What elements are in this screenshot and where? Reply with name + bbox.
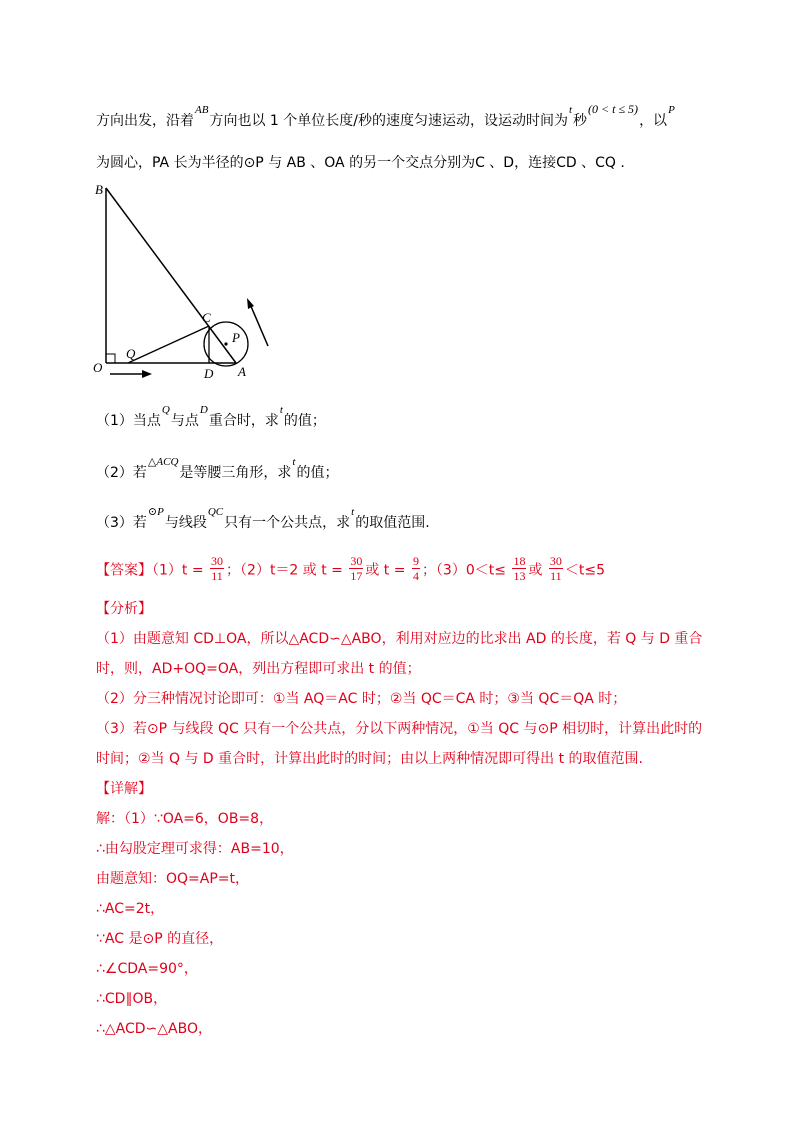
question-text: 的值； (296, 465, 339, 481)
question-text: 只有一个公共点，求 (224, 515, 351, 531)
label-c: C (202, 310, 211, 325)
intro-text: 秒 (573, 113, 588, 129)
question-symbol: ⊙P (147, 506, 164, 518)
center-p-dot (224, 342, 227, 345)
intro-text: ，以 (639, 113, 668, 129)
intro-text: 方向也以 1 个单位长度/秒的速度匀速运动，设运动时间为 (209, 113, 568, 129)
analysis-tag: 【分析】 (96, 601, 152, 617)
detail-line-3: 由题意知：OQ=AP=t， (96, 871, 250, 887)
right-angle-mark (106, 354, 115, 363)
question-text: （3）若 (96, 515, 147, 531)
answer-text: ；（2）t＝2 或 t = (226, 562, 343, 579)
question-text: 重合时，求 (208, 413, 279, 429)
label-d: D (204, 366, 214, 381)
answer-text: 或 (528, 562, 543, 579)
question-text: 的取值范围. (355, 515, 430, 531)
question-text: 的值； (283, 413, 326, 429)
label-o: O (93, 360, 103, 375)
question-2 (96, 456, 339, 482)
intro-line-2: 为圆心，PA 长为半径的⊙P 与 AB 、OA 的另一个交点分别为C 、D，连接CD 、CQ . (96, 155, 625, 171)
intro-range: (0 < t ≤ 5) (588, 102, 639, 116)
arrow-ab-head (247, 298, 254, 309)
analysis-line-3: （2）分三种情况讨论即可：①当 AQ＝AC 时；②当 QC＝CA 时；③当 QC＝QA 时； (96, 691, 627, 707)
intro-var-t: t (568, 104, 573, 116)
question-symbol: Q (161, 404, 170, 416)
answer-text: 或 t = (365, 562, 406, 579)
question-symbol: t (292, 456, 296, 468)
question-symbol: t (351, 506, 355, 518)
question-text: 与点 (170, 413, 199, 429)
intro-text: 方向出发，沿着 (96, 113, 194, 129)
question-symbol: QC (207, 506, 224, 518)
question-symbol: t (279, 404, 283, 416)
analysis-line-2: 时，则，AD+OQ=OA，列出方程即可求出 t 的值； (96, 661, 421, 677)
detail-line-8: ∴△ACD∽△ABO， (96, 1021, 213, 1037)
question-1 (96, 404, 326, 430)
question-3 (96, 506, 430, 532)
detail-line-1: 解：（1）∵OA=6，OB=8， (96, 811, 274, 827)
answer-text: ＜t≤5 (564, 562, 606, 579)
arrow-oa-head (142, 370, 152, 378)
question-text: （1）当点 (96, 413, 161, 429)
answer-fraction: $\frac{9}{4}$ (412, 554, 419, 583)
detail-line-7: ∴CD∥OB， (96, 991, 168, 1007)
answer-fraction: $\frac{30}{11}$ (211, 554, 224, 583)
answer-fraction: $\frac{18}{13}$ (513, 554, 526, 583)
question-text: （2）若 (96, 465, 147, 481)
intro-segment-ab: AB (195, 104, 209, 116)
question-symbol: D (199, 404, 208, 416)
label-b: B (95, 182, 103, 197)
answer-fraction: $\frac{30}{11}$ (549, 554, 562, 583)
detail-tag: 【详解】 (96, 781, 152, 797)
analysis-line-1: （1）由题意知 CD⊥OA，所以△ACD∽△ABO，利用对应边的比求出 AD 的长度，若 Q 与 D 重合 (96, 631, 703, 647)
answer-tag: 【答案】 (96, 562, 152, 579)
answer-fraction: $\frac{30}{17}$ (350, 554, 363, 583)
question-symbol: △ACQ (147, 456, 179, 468)
segment-qc (128, 326, 209, 363)
label-a: A (238, 364, 246, 379)
answer-text: （1）t = (152, 562, 204, 579)
intro-line-1 (96, 102, 676, 130)
label-q: Q (126, 346, 136, 361)
label-p: P (232, 330, 240, 345)
segment-ab (106, 188, 236, 363)
answer-text: ；（3）0＜t≤ (421, 562, 506, 579)
geometry-figure (90, 178, 290, 388)
detail-line-4: ∴AC=2t， (96, 901, 165, 917)
detail-line-5: ∵AC 是⊙P 的直径， (96, 931, 224, 947)
analysis-line-5: 时间；②当 Q 与 D 重合时，计算出此时的时间；由以上两种情况即可得出 t 的取值范围. (96, 751, 643, 767)
detail-line-2: ∴由勾股定理可求得：AB=10， (96, 841, 294, 857)
arrow-ab (250, 304, 268, 346)
intro-var-p: P (668, 104, 675, 116)
analysis-line-4: （3）若⊙P 与线段 QC 只有一个公共点，分以下两种情况，①当 QC 与⊙P 相切时，计算出此时的 (96, 721, 703, 737)
answer-line (96, 556, 605, 585)
detail-line-6: ∴∠CDA=90°， (96, 961, 198, 977)
question-text: 是等腰三角形，求 (179, 465, 292, 481)
question-text: 与线段 (164, 515, 207, 531)
